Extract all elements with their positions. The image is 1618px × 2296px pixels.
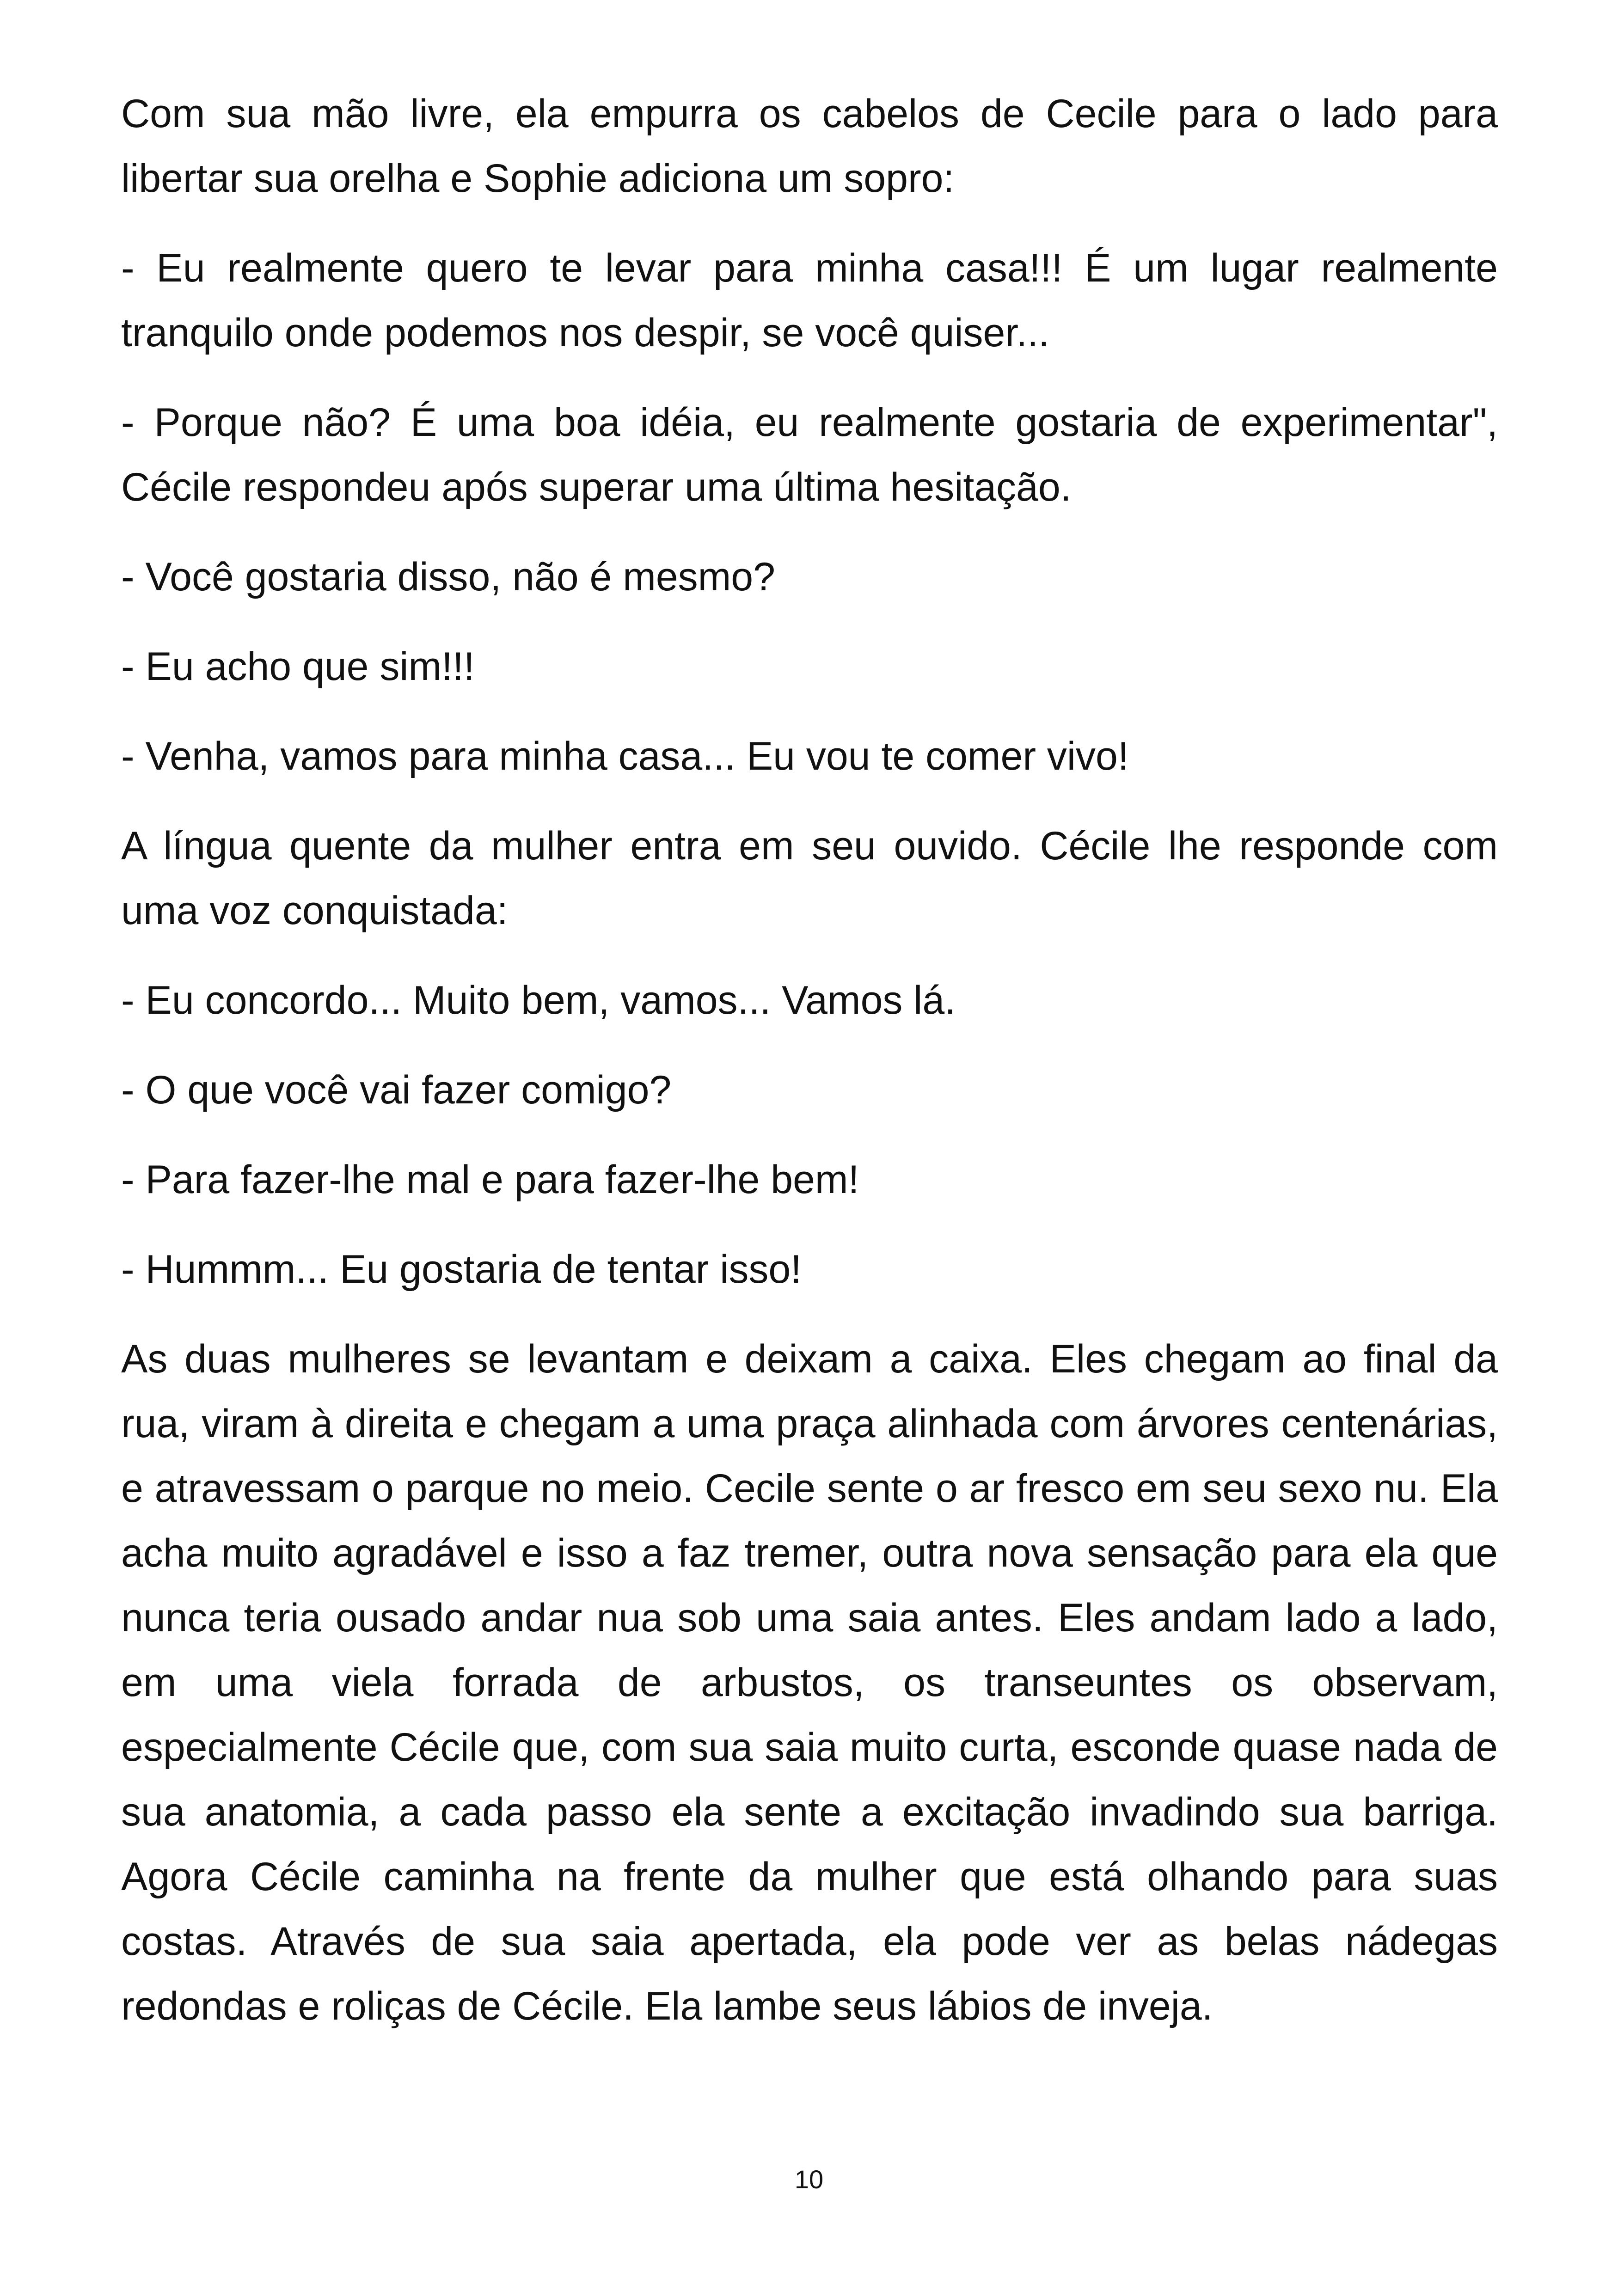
dialogue-line: - Eu concordo... Muito bem, vamos... Vamos lá. (121, 978, 956, 1022)
dialogue-line: - Hummm... Eu gostaria de tentar isso! (121, 1247, 802, 1292)
dialogue-line: - Porque não? É uma boa idéia, eu realmente gostaria de experimentar", Cécile respondeu após superar uma última hesitação. (121, 400, 1498, 509)
dialogue-line: - Venha, vamos para minha casa... Eu vou te comer vivo! (121, 734, 1129, 778)
dialogue-line: - Eu acho que sim!!! (121, 644, 475, 689)
dialogue-line: - Eu realmente quero te levar para minha casa!!! É um lugar realmente tranquilo onde podemos nos despir, se você quiser... (121, 246, 1498, 355)
page-number: 10 (794, 2165, 824, 2194)
dialogue-line: - Você gostaria disso, não é mesmo? (121, 555, 775, 599)
dialogue-line: - O que você vai fazer comigo? (121, 1068, 672, 1112)
paragraph: A língua quente da mulher entra em seu ouvido. Cécile lhe responde com uma voz conquistada: (121, 824, 1498, 933)
paragraph: As duas mulheres se levantam e deixam a caixa. Eles chegam ao final da rua, viram à direita e chegam a uma praça alinhada com árvores centenárias, e atravessam o parque no meio. Cecile sente o ar fresco em seu sexo nu. Ela acha muito agradável e isso a faz tremer, outra nova sensação para ela que nunca teria ousado andar nua sob uma saia antes. Eles andam lado a lado, em uma viela forrada de arbustos, os transeuntes os observam, especialmente Cécile que, com sua saia muito curta, esconde quase nada de sua anatomia, a cada passo ela sente a excitação invadindo sua barriga. Agora Cécile caminha na frente da mulher que está olhando para suas costas. Através de sua saia apertada, ela pode ver as belas nádegas redondas e roliças de Cécile. Ela lambe seus lábios de inveja. (121, 1337, 1498, 2028)
dialogue-line: - Para fazer-lhe mal e para fazer-lhe bem! (121, 1157, 859, 1202)
paragraph: Com sua mão livre, ela empurra os cabelos de Cecile para o lado para libertar sua orelha e Sophie adiciona um sopro: (121, 92, 1498, 201)
body-text (121, 81, 1498, 2063)
